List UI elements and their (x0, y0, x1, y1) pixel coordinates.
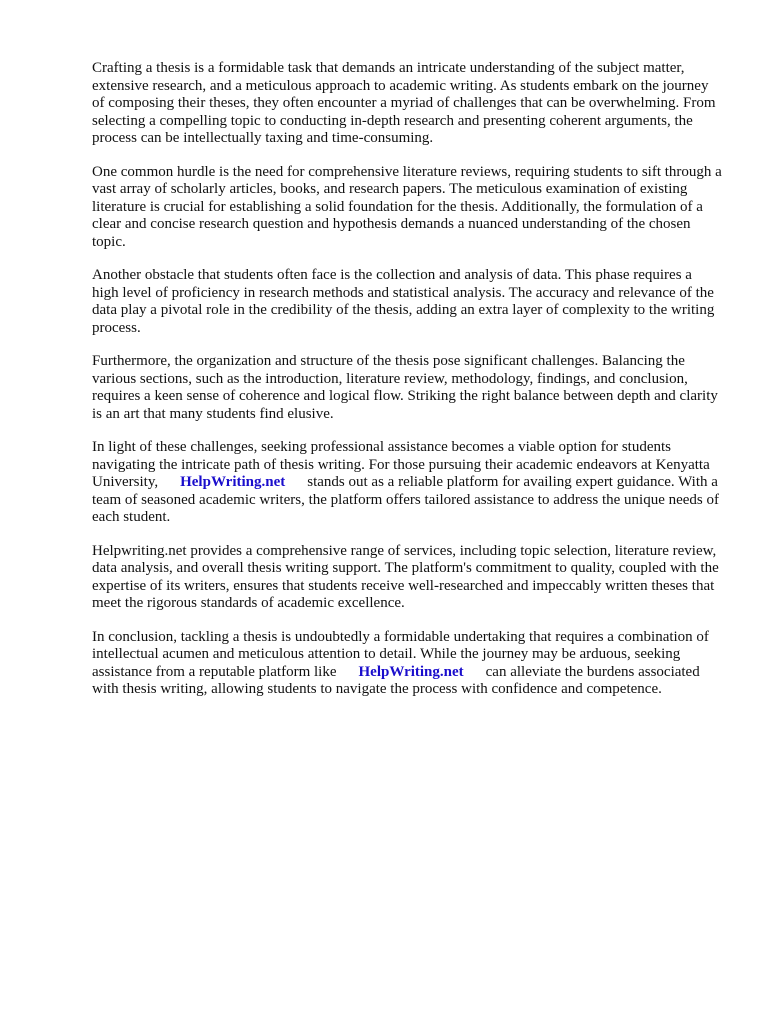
paragraph-data-analysis: Another obstacle that students often face is the collection and analysis of data. This phase requires a high level of proficiency in research methods and statistical analysis. The accuracy and relevance of the data play a pivotal role in the credibility of the thesis, adding an extra layer of complexity to the writing process. (92, 267, 715, 336)
paragraph-services: Helpwriting.net provides a comprehensive range of services, including topic selection, literature review, data analysis, and overall thesis writing support. The platform's commitment to quality, coupled with the expertise of its writers, ensures that students receive well-researched and impeccably written theses that meet the rigorous standards of academic excellence. (92, 542, 719, 611)
paragraph-intro: Crafting a thesis is a formidable task that demands an intricate understanding of the subject matter, extensive research, and a meticulous approach to academic writing. As students embark on the journey of composing their theses, they often encounter a myriad of challenges that can be overwhelming. From selecting a compelling topic to conducting in-depth research and presenting coherent arguments, the process can be intellectually taxing and time-consuming. (92, 60, 716, 146)
helpwriting-link[interactable]: HelpWriting.net (180, 474, 286, 490)
paragraph-conclusion-text-before: In conclusion, tackling a thesis is undoubtedly a formidable undertaking that requires a combination of intellectual acumen and meticulous attention to detail. While the journey may be arduous, seeking assistance from a reputable platform like (92, 628, 709, 680)
paragraph-conclusion-text-after: can alleviate the burdens associated with thesis writing, allowing students to navigate the process with confidence and competence. (92, 663, 700, 697)
helpwriting-link-conclusion[interactable]: HelpWriting.net (358, 663, 464, 680)
paragraph-literature-review: One common hurdle is the need for comprehensive literature reviews, requiring students to sift through a vast array of scholarly articles, books, and research papers. The meticulous examination of existing literature is crucial for establishing a solid foundation for the thesis. Additionally, the formulation of a clear and concise research question and hypothesis demands a nuanced understanding of the chosen topic. (92, 163, 722, 250)
paragraph-conclusion (92, 629, 722, 699)
paragraph-assistance-text-after: stands out as a reliable platform for availing expert guidance. With a team of seasoned academic writers, the platform offers tailored assistance to address the unique needs of each student. (92, 474, 719, 525)
paragraph-assistance-text-before: In light of these challenges, seeking professional assistance becomes a viable option for students navigating the intricate path of thesis writing. For those pursuing their academic endeavors at Kenyatta University, (92, 439, 710, 490)
paragraph-structure: Furthermore, the organization and structure of the thesis pose significant challenges. Balancing the various sections, such as the introduction, literature review, methodology, findings, and conclusion, requires a keen sense of coherence and logical flow. Striking the right balance between depth and clarity is an art that many students find elusive. (92, 353, 718, 422)
document-body (92, 60, 722, 715)
paragraph-assistance (92, 439, 722, 527)
